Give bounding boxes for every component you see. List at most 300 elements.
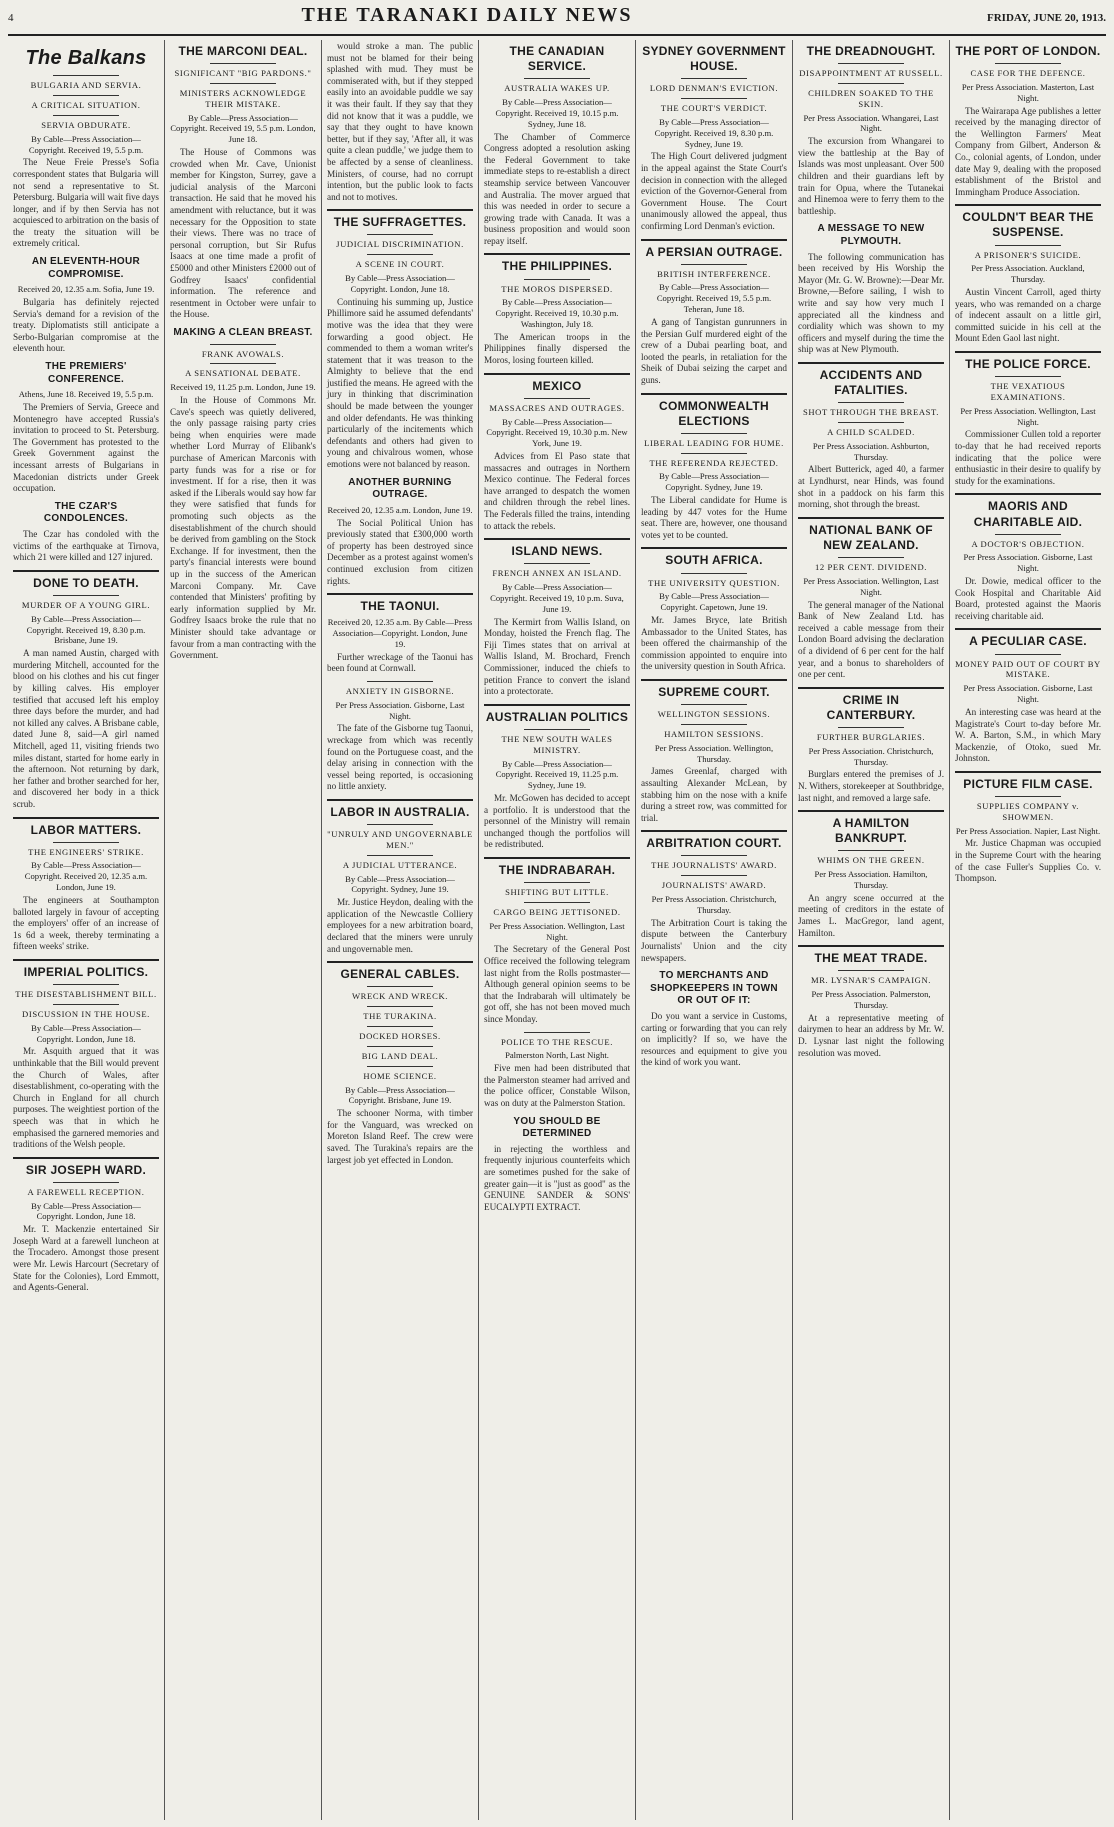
article-dateline: Per Press Association. Wellington, Last Night. [803, 575, 939, 597]
article-subheading: THE COURT'S VERDICT. [660, 103, 768, 114]
article [484, 1032, 630, 1110]
article-subheading: THE UNIVERSITY QUESTION. [648, 577, 780, 588]
column-divider [327, 961, 473, 963]
divider [367, 254, 433, 255]
article-subheading: CASE FOR THE DEFENCE. [970, 68, 1086, 79]
divider [210, 363, 276, 364]
article-body: The Wairarapa Age publishes a letter received by the managing director of the Wellington Farmers' Meat Company from Gilbert, Anderson & Co., colonial agents, of London, under date May 9, dealing with the proposed establishment of the Bristol and Immingham Produce Association. [955, 105, 1101, 197]
article-body: A gang of Tangistan gunrunners in the Persian Gulf murdered eight of the crew of a Dubai pearling boat, and looted the pearls, in retaliation for the Sheik of Dubai seizing the carpet and guns. [641, 316, 787, 385]
article-headline: LABOR IN AUSTRALIA. [330, 805, 470, 820]
article-headline: MAKING A CLEAN BREAST. [173, 326, 313, 338]
divider [367, 1046, 433, 1047]
article-subheading: ANXIETY IN GISBORNE. [345, 686, 455, 696]
article-subheading: LIBERAL LEADING FOR HUME. [644, 437, 784, 448]
article-subheading: THE MOROS DISPERSED. [501, 283, 613, 294]
article-headline: PICTURE FILM CASE. [963, 776, 1093, 791]
article-body: in rejecting the worthless and frequently injurious counterfeits which are sometimes pushed for the sake of greater gain—it is "just as good" as the GENUINE SANDER & SONS' EUCALYPTI EXTRACT. [484, 1143, 630, 1212]
column-divider [327, 799, 473, 801]
article-dateline: By Cable—Press Association—Copyright. Received 19, 5.5 p.m. Teheran, June 18. [656, 282, 772, 315]
article-body: The excursion from Whangarei to view the battleship at the Bay of Islands was most unpleasant. Over 500 children and their guardians left by train for Opua, where the Tutanekai and Hinemoa were to ferry them to the battleship. [798, 136, 944, 216]
article-subheading: MASSACRES AND OUTRAGES. [489, 402, 625, 413]
article [13, 361, 159, 495]
article-subheading: THE TURAKINA. [363, 1011, 437, 1022]
article-subheading: THE VEXATIOUS EXAMINATIONS. [990, 381, 1066, 402]
article-subheading: A FAREWELL RECEPTION. [27, 1186, 145, 1197]
article-body: Mr. Justice Heydon, dealing with the application of the Newcastle Colliery employees for a new arbitration board, declared that the miners were unruly and ungovernable men. [327, 897, 473, 954]
article-headline: DONE TO DEATH. [33, 575, 139, 590]
article-body: would stroke a man. The public must not be blamed for their being splashed with mud. They must be commiserated with, but if they stepped easily into an avoidable puddle we say it was their fault. If they say that they did not know that it was a puddle, we say that they ought to have known better, but if they say, 'After all, it was quite a clean puddle,' we judge them to be affected by a sense of cleanliness. Ministers, of course, had no corrupt intention, but the public look to facts and not to motives. [327, 41, 473, 202]
article-dateline: By Cable—Press Association—Copyright. Received 19, 10.15 p.m. Sydney, June 18. [495, 97, 619, 129]
column-divider [484, 253, 630, 255]
article [327, 477, 473, 588]
article-subheading: A PRISONER'S SUICIDE. [974, 249, 1082, 260]
article-body: Burglars entered the premises of J. N. Withers, storekeeper at Southbridge, last night, and removed a large safe. [798, 769, 944, 803]
article-headline: IMPERIAL POLITICS. [23, 964, 149, 979]
divider [681, 724, 747, 725]
article-headline: A PERSIAN OUTRAGE. [645, 244, 783, 259]
article [13, 1157, 159, 1294]
article-subheading: DOCKED HORSES. [359, 1031, 441, 1042]
article [641, 239, 787, 387]
article-headline: THE MARCONI DEAL. [178, 44, 308, 58]
column-divider [13, 959, 159, 961]
divider [367, 1066, 433, 1067]
article-headline: A PECULIAR CASE. [969, 634, 1087, 649]
divider [367, 234, 433, 235]
article-subheading: FRANK AVOWALS. [201, 348, 285, 359]
article-dateline: By Cable—Press Association—Copyright. Received 20, 12.35 a.m. London, June 19. [24, 860, 148, 893]
divider [524, 279, 590, 280]
article [484, 704, 630, 851]
article-dateline: Per Press Association. Christchurch, Thursday. [651, 894, 777, 915]
article-subheading: THE JOURNALISTS' AWARD. [651, 860, 777, 871]
article-subheading: SUPPLIES COMPANY v. SHOWMEN. [976, 800, 1080, 822]
article-subheading: FRENCH ANNEX AN ISLAND. [492, 568, 622, 579]
article [955, 493, 1101, 622]
article-dateline: Athens, June 18. Received 19, 5.5 p.m. [18, 389, 154, 400]
article [955, 204, 1101, 345]
column-divider [798, 517, 944, 519]
article-dateline: Received 20, 12.35 a.m. Sofia, June 19. [17, 284, 155, 295]
column-divider [955, 628, 1101, 630]
article-dateline: Per Press Association. Masterton, Last Night. [961, 81, 1095, 103]
article-headline: THE SUFFRAGETTES. [333, 215, 467, 230]
article [170, 327, 316, 662]
article-body: Mr. McGowen has decided to accept a portfolio. It is understood that the personnel of the Ministry will remain unchanged though the portfolios will be redistributed. [484, 793, 630, 850]
divider [367, 824, 433, 825]
column-divider [955, 493, 1101, 495]
article-subheading: DISAPPOINTMENT AT RUSSELL. [799, 68, 943, 79]
article-dateline: By Cable—Press Association—Copyright. Received 19, 10.30 p.m. New York, June 19. [486, 416, 628, 449]
article-body: Advices from El Paso state that massacres and outrages in Northern Mexico continue. The Federal forces have arranged to despatch the women and children through the rebel lines. The Federals filled the trains, intending to attack the rebels. [484, 451, 630, 531]
article-dateline: By Cable—Press Association—Copyright. Capetown, June 19. [659, 591, 769, 613]
article-dateline: Per Press Association. Hamilton, Thursday. [814, 869, 928, 891]
article-dateline: Palmerston North, Last Night. [505, 1050, 609, 1061]
divider [681, 78, 747, 79]
article [327, 961, 473, 1166]
divider [838, 422, 904, 423]
article-dateline: By Cable—Press Association—Copyright. Received 19, 8.30 p.m. Sydney, June 19. [654, 116, 774, 149]
divider [524, 398, 590, 399]
article-headline: THE TAONUI. [360, 599, 440, 614]
article-body: The Arbitration Court is taking the dispute between the Canterbury Journalists' Union and the city newspapers. [641, 917, 787, 963]
divider [838, 402, 904, 403]
column-divider [13, 570, 159, 572]
divider [367, 986, 433, 987]
article-headline: THE CZAR'S CONDOLENCES. [43, 500, 129, 525]
article-dateline: Per Press Association. Whangarei, Last Night. [803, 112, 939, 134]
article-body: An angry scene occurred at the meeting of creditors in the estate of James L. MacGregor, land agent, Hamilton. [798, 892, 944, 938]
article-headline: THE CANADIAN SERVICE. [509, 44, 605, 74]
article-headline: SOUTH AFRICA. [665, 553, 763, 568]
article-body: The schooner Norma, with timber for the Vanguard, was wrecked on Moreton Island Reef. The crew were saved. The Turakina's repairs are the largest job yet effected in London. [327, 1108, 473, 1165]
divider [524, 78, 590, 79]
article-subheading: A CRITICAL SITUATION. [31, 100, 141, 111]
divider [53, 595, 119, 596]
article [798, 810, 944, 939]
article-subheading: JOURNALISTS' AWARD. [661, 880, 767, 891]
article-subheading: WHIMS ON THE GREEN. [817, 855, 925, 866]
article-subheading: WRECK AND WRECK. [351, 991, 449, 1002]
article [484, 44, 630, 247]
divider [995, 245, 1061, 246]
article-dateline: Per Press Association. Wellington, Last Night. [960, 405, 1096, 427]
article-body: The Premiers of Servia, Greece and Montenegro have accepted Russia's invitation to proceed to St. Petersburg. The Government has protested to the Greek Government against the incessant arrests of Bulgarians in Macedonian districts under Greek occupation. [13, 402, 159, 494]
divider [995, 376, 1061, 377]
article-dateline: Per Press Association. Palmerston, Thursday. [811, 989, 931, 1011]
article-subheading: BIG LAND DEAL. [361, 1050, 439, 1061]
article-body: The Czar has condoled with the victims of the earthquake at Tirnova, which 21 were killed and 127 injured. [13, 529, 159, 563]
article-headline: A HAMILTON BANKRUPT. [832, 816, 910, 846]
divider [210, 344, 276, 345]
article-body: A man named Austin, charged with murdering Mitchell, accounted for the blood on his clothes and his cut finger by killing calves. His employer testified that accused left his employ three days before the murder, and had not killed any calves. A Brisbane cable, dated June 8, said—A girl named Mitchell, aged 11, visiting friends two miles distant, started for home early in the afternoon. Not returning by dark, her father and brother searched for her, and discovered her body in a thick scrub. [13, 648, 159, 809]
column-divider [955, 771, 1101, 773]
article-subheading: BULGARIA AND SERVIA. [30, 80, 142, 91]
divider [53, 842, 119, 843]
article-body: The Social Political Union has previously stated that £300,000 worth of property has been destroyed since December as a protest against women's continued exclusion from citizen rights. [327, 517, 473, 586]
divider [367, 1026, 433, 1027]
article [13, 570, 159, 811]
column-divider [484, 857, 630, 859]
article [327, 41, 473, 203]
column-divider [327, 209, 473, 211]
article-subheading: CARGO BEING JETTISONED. [493, 906, 621, 917]
article-dateline: By Cable—Press Association—Copyright. Sydney, June 19. [659, 471, 769, 493]
article-subheading: A SCENE IN COURT. [355, 259, 445, 270]
article-body: An interesting case was heard at the Magistrate's Court to-day before Mr. W. A. Barton, S.M., in which Mary Mackenzie, of Otoko, sued Mr. Johnston. [955, 706, 1101, 764]
divider [524, 1032, 590, 1033]
article-subheading: POLICE TO THE RESCUE. [501, 1036, 613, 1047]
article-subheading: MINISTERS ACKNOWLEDGE THEIR MISTAKE. [179, 87, 307, 109]
divider [681, 704, 747, 705]
article-dateline: Received 20, 12.35 a.m. London, June 19. [327, 504, 473, 515]
article-headline: The Balkans [25, 47, 147, 69]
article-subheading: SHOT THROUGH THE BREAST. [803, 407, 939, 418]
article-headline: MAORIS AND CHARITABLE AID. [973, 499, 1083, 529]
article-dateline: Per Press Association. Napier, Last Night. [955, 825, 1101, 836]
article-subheading: JUDICIAL DISCRIMINATION. [336, 239, 464, 250]
article-headline: ANOTHER BURNING OUTRAGE. [348, 476, 452, 501]
article-subheading: THE REFERENDA REJECTED. [649, 457, 779, 468]
divider [367, 681, 433, 682]
article-body: Do you want a service in Customs, carting or forwarding that you can rely on implicitly? If so, we have the resources and equipment to give you the kind of work you want. [641, 1010, 787, 1068]
article-subheading: BRITISH INTERFERENCE. [657, 268, 771, 279]
article [327, 799, 473, 955]
article-headline: MEXICO [532, 378, 582, 393]
divider [210, 63, 276, 64]
article-dateline: Received 19, 11.25 p.m. London, June 19. [170, 382, 316, 393]
article-body: Continuing his summing up, Justice Phillimore said he assumed defendants' motive was the idea that they were forwarding a good object. He commended to them a woman writer's statement that it was treason to the Almighty to believe that the end justified the means. He agreed with the jury in thinking that discrimination should be made between the younger and older defendants. He was thinking particularly of the incitements which defendants and others had given to young and chivalrous women, whose emotions were not balanced by reason. [327, 296, 473, 470]
masthead [8, 4, 1106, 36]
article [798, 223, 944, 356]
divider [838, 63, 904, 64]
article-body: The House of Commons was crowded when Mr. Cave, Unionist member for Kingston, Surrey, gave a judicial analysis of the Marconi transaction. He said that he moved his amendment with reluctance, but it was necessary for the Opposition to state their views. There was no trace of personal corruption, but Sir Rufus Isaacs at one time made a profit of £5000 and other Ministers £2000 out of Godfrey Isaacs' confidential information. The reference and resentment in October were unfair to the House. [170, 147, 316, 320]
article-headline: TO MERCHANTS AND SHOPKEEPERS IN TOWN OR OUT OF IT: [650, 970, 778, 1007]
article-dateline: By Cable—Press Association—Copyright. London, June 18. [31, 1200, 141, 1222]
column-divider [641, 239, 787, 241]
article-subheading: CHILDREN SOAKED TO THE SKIN. [808, 87, 934, 109]
article-subheading: MR. LYSNAR'S CAMPAIGN. [810, 975, 932, 986]
column-divider [641, 679, 787, 681]
article-headline: COMMONWEALTH ELECTIONS [658, 398, 770, 428]
article-body: The Liberal candidate for Hume is leading by 447 votes for the Hume seat. There are, however, one thousand votes yet to be counted. [641, 495, 787, 540]
divider [53, 95, 119, 96]
article-headline: SUPREME COURT. [658, 684, 770, 699]
article-subheading: A JUDICIAL UTTERANCE. [342, 859, 458, 870]
article [641, 970, 787, 1069]
divider [681, 453, 747, 454]
column-divider [641, 547, 787, 549]
column-divider [798, 810, 944, 812]
article [641, 830, 787, 964]
column-1 [8, 40, 165, 1820]
article-body: Mr. Asquith argued that it was unthinkable that the Bill would prevent the Church of Wales, after disestablishment, co-operating with the Church in England for all church purposes. The weightiest portion of the speech was that in which he emphasised the garnered memories and traditions of the Welsh people. [13, 1046, 159, 1150]
article-dateline: By Cable—Press Association—Copyright. Received 19, 10 p.m. Suva, June 19. [490, 582, 624, 614]
article-subheading: DISCUSSION IN THE HOUSE. [22, 1008, 150, 1019]
article [641, 547, 787, 673]
article-body: The general manager of the National Bank of New Zealand Ltd. has received a cable message from their London Board advising the declaration of a dividend of 6 per cent for the half year, and a bonus to shareholders of one per cent. [798, 599, 944, 680]
article-headline: THE PREMIERS' CONFERENCE. [45, 361, 127, 385]
divider [838, 557, 904, 558]
article [13, 959, 159, 1151]
article [484, 538, 630, 698]
article-dateline: By Cable—Press Association—Copyright. Received 19, 8.30 p.m. Brisbane, June 19. [26, 613, 146, 646]
column-divider [13, 1157, 159, 1159]
article-headline: ACCIDENTS AND FATALITIES. [819, 367, 923, 398]
article-body: Albert Butterick, aged 40, a farmer at Lyndhurst, near Hinds, was found shot in a paddock on his farm this morning, shot through the breast. [798, 464, 944, 510]
article-subheading: WELLINGTON SESSIONS. [657, 709, 771, 720]
divider [838, 970, 904, 971]
article-dateline: By Cable—Press Association—Copyright. London, June 18. [31, 1022, 141, 1044]
article-subheading: MURDER OF A YOUNG GIRL. [21, 599, 151, 610]
article [13, 817, 159, 953]
article-body: Bulgaria has definitely rejected Servia's demand for a revision of the treaty. Diplomatists still anticipate a Serbo-Bulgarian compromise at the eleventh hour. [13, 297, 159, 354]
divider [524, 902, 590, 903]
article-subheading: MONEY PAID OUT OF COURT BY MISTAKE. [955, 658, 1101, 680]
article-subheading: A DOCTOR'S OBJECTION. [971, 538, 1085, 549]
article-headline: A MESSAGE TO NEW PLYMOUTH. [817, 223, 925, 247]
article-headline: THE DREADNOUGHT. [806, 44, 936, 58]
article-subheading: HOME SCIENCE. [363, 1070, 437, 1081]
article [13, 46, 159, 250]
article-dateline: By Cable—Press Association—Copyright. Received 19, 10.30 p.m. Washington, July 18. [495, 297, 619, 330]
article-subheading: A CHILD SCALDED. [827, 426, 915, 437]
divider [53, 1182, 119, 1183]
article-body: Mr. Justice Chapman was occupied in the Supreme Court with the hearing of the case Fuller's Supplies Co. v. Thompson. [955, 838, 1101, 884]
article-dateline: Per Press Association. Christchurch, Thursday. [808, 745, 934, 767]
article-headline: CRIME IN CANTERBURY. [826, 692, 916, 722]
article-dateline: Per Press Association. Auckland, Thursday. [971, 263, 1085, 285]
divider [681, 573, 747, 574]
column-divider [955, 351, 1101, 353]
divider [995, 63, 1061, 64]
divider [838, 83, 904, 84]
article-headline: AUSTRALIAN POLITICS [485, 709, 629, 724]
divider [681, 433, 747, 434]
column-2 [165, 40, 322, 1820]
column-divider [955, 204, 1101, 206]
article [327, 681, 473, 793]
article-subheading: SHIFTING BUT LITTLE. [505, 887, 609, 898]
article-body: The American troops in the Philippines finally dispersed the Moros, losing fourteen killed. [484, 331, 630, 366]
divider [995, 796, 1061, 797]
article-body: Further wreckage of the Taonui has been found at Cornwall. [327, 651, 473, 674]
article-dateline: By Cable—Press Association—Copyright. Received 19, 11.25 p.m. Sydney, June 19. [495, 758, 619, 791]
article-body: Five men had been distributed that the Palmerston steamer had arrived and the police officer, Constable Wilson, was on duty at the Palmerston Station. [484, 1063, 630, 1109]
newspaper-title: THE TARANAKI DAILY NEWS [301, 4, 633, 26]
article-body: The Neue Freie Presse's Sofia correspondent states that Bulgaria will not send a representative to St. Petersburg. Bulgaria will wait five days longer, and if by then Servia has not acquiesced to arbitration on the basis of the treaty the situation will be extremely critical. [13, 157, 159, 249]
issue-date: FRIDAY, JUNE 20, 1913. [987, 12, 1106, 24]
article-body: Commissioner Cullen told a reporter to-day that he had received reports indicating that the police were enthusiastic in their desire to qualify by study for the examinations. [955, 429, 1101, 486]
article-dateline: By Cable—Press Association—Copyright. Received 19, 5.5 p.m. [28, 133, 144, 155]
divider [995, 654, 1061, 655]
page-number: 4 [8, 12, 14, 24]
article-subheading: A SENSATIONAL DEBATE. [185, 368, 301, 379]
column-divider [798, 687, 944, 689]
article-body: The fate of the Gisborne tug Taonui, wreckage from which was recently found on the Portuguese coast, and the delay arising in connection with the vessel being reported, is occasioning no little anxiety. [327, 723, 473, 792]
article-subheading: THE ENGINEERS' STRIKE. [28, 846, 144, 857]
column-divider [13, 817, 159, 819]
article-body: Mr. James Bryce, late British Ambassador to the United States, has been offered the chairmanship of the commission appointed to enquire into the university question in South Africa. [641, 615, 787, 672]
column-6 [793, 40, 950, 1820]
columns [8, 40, 1106, 1820]
article-headline: THE PHILIPPINES. [501, 259, 613, 274]
article-body: The following communication has been received by His Worship the Mayor (Mr. G. W. Browne):—Dear Mr. Browne,—Before sailing, I wish to write and say how very much I appreciated all the kindness and cordiality which was shown to my officers and myself during the time the ship was at New Plymouth. [798, 251, 944, 355]
article-dateline: Per Press Association. Ashburton, Thursday. [812, 440, 930, 462]
article-dateline: Per Press Association. Wellington, Thursday. [654, 742, 774, 764]
article-body: Mr. T. Mackenzie entertained Sir Joseph Ward at a farewell luncheon at the Trocadero. Amongst those present were Mr. Lewis Harcourt (Secretary of State for the Colonies), Lord Emmott, and Agents-General. [13, 1224, 159, 1293]
article-headline: GENERAL CABLES. [340, 967, 460, 982]
divider [53, 1004, 119, 1005]
article-dateline: By Cable—Press Association—Copyright. London, June 18. [345, 273, 455, 294]
article [955, 628, 1101, 764]
article-body: At a representative meeting of dairymen to hear an address by Mr. W. D. Lysnar last night the following resolution was moved. [798, 1012, 944, 1058]
column-7 [950, 40, 1106, 1820]
article-subheading: THE DISESTABLISHMENT BILL. [15, 989, 157, 1000]
article-body: The Secretary of the General Post Office received the following telegram last night from the Rolls postmaster—Although general opinion seems to be that the Indrabarah will ultimately be got off, she has not been moved much since Monday. [484, 944, 630, 1025]
divider [524, 729, 590, 730]
divider [524, 882, 590, 883]
article-headline: COULDN'T BEAR THE SUSPENSE. [962, 210, 1094, 240]
article-dateline: By Cable—Press Association—Copyright. Brisbane, June 19. [345, 1084, 455, 1106]
article [327, 209, 473, 470]
article [13, 256, 159, 355]
column-divider [484, 538, 630, 540]
article [170, 44, 316, 321]
article [484, 857, 630, 1026]
article [641, 393, 787, 542]
column-5 [636, 40, 793, 1820]
article-headline: THE PORT OF LONDON. [955, 44, 1101, 58]
column-divider [641, 393, 787, 395]
divider [681, 855, 747, 856]
column-3 [322, 40, 479, 1820]
article-subheading: "UNRULY AND UNGOVERNABLE MEN." [327, 829, 473, 850]
article-dateline: Per Press Association. Gisborne, Last Night. [335, 699, 465, 721]
column-divider [484, 373, 630, 375]
article-headline: NATIONAL BANK OF NEW ZEALAND. [809, 522, 933, 552]
article [327, 593, 473, 675]
article-headline: SYDNEY GOVERNMENT HOUSE. [642, 44, 786, 74]
article-body: The engineers at Southampton balloted largely in favour of accepting the employers' offer of an increase of 1s 6d a week, thereby terminating a fifteen weeks' strike. [13, 894, 159, 952]
article-subheading: AUSTRALIA WAKES UP. [504, 83, 610, 94]
article-body: James Greenlaf, charged with assaulting Alexander McLean, by stabbing him on the nose with a knife during a street row, was committed for trial. [641, 766, 787, 823]
article [484, 1116, 630, 1214]
article-dateline: Per Press Association. Gisborne, Last Night. [963, 552, 1093, 574]
article [13, 501, 159, 564]
divider [367, 855, 433, 856]
divider [524, 563, 590, 564]
article [798, 362, 944, 511]
column-4 [479, 40, 636, 1820]
column-divider [798, 362, 944, 364]
column-divider [327, 593, 473, 595]
divider [367, 1006, 433, 1007]
article [798, 945, 944, 1059]
article-headline: YOU SHOULD BE DETERMINED [513, 1115, 601, 1140]
article-subheading: SERVIA OBDURATE. [41, 119, 131, 130]
article-headline: SIR JOSEPH WARD. [25, 1162, 147, 1177]
divider [995, 534, 1061, 535]
divider [681, 875, 747, 876]
article-headline: LABOR MATTERS. [30, 822, 142, 837]
article-headline: THE INDRABARAH. [498, 863, 616, 878]
article-headline: AN ELEVENTH-HOUR COMPROMISE. [31, 256, 141, 280]
article-subheading: LORD DENMAN'S EVICTION. [649, 83, 779, 94]
article [641, 44, 787, 233]
article-subheading: SIGNIFICANT "BIG PARDONS." [174, 68, 312, 79]
divider [210, 83, 276, 84]
article-subheading: THE NEW SOUTH WALES MINISTRY. [501, 733, 613, 755]
article-body: The High Court delivered judgment in the appeal against the State Court's decision in connection with the alleged eviction of the Governor-General from Government House. The Court unanimously allowed the appeal, thus confirming Lord Denman's eviction. [641, 151, 787, 231]
article-body: In the House of Commons Mr. Cave's speech was quietly delivered, the only passage raising party cries being when enquiries were made whether Lord Murray of Elibank's purchase of American Marconis with party funds was for a rise or for investment. If for a rise, then it was asked if the Liberals would say how far they were satisfied that funds for promoting such objects as the disestablishment of the church should be derived from gambling on the Stock Exchange. If for investment, then the party's financial interests were bound up in the success of the American Marconi Company. Mr. Cave contended that Ministers' profiting by early information supplied by Mr. Godfrey Isaacs broke the rule that no Minister should take advantage or favour from a man contracting with the Government. [170, 395, 316, 661]
article [798, 44, 944, 217]
article-subheading: 12 PER CENT. DIVIDEND. [814, 562, 928, 573]
article-dateline: Received 20, 12.35 a.m. By Cable—Press Association—Copyright. London, June 19. [327, 617, 473, 649]
divider [53, 75, 119, 76]
article-dateline: Per Press Association. Gisborne, Last Night. [963, 683, 1093, 705]
divider [681, 98, 747, 99]
article-headline: THE POLICE FORCE. [965, 357, 1091, 372]
article [955, 44, 1101, 198]
article [798, 687, 944, 804]
article-headline: THE MEAT TRADE. [814, 951, 928, 966]
divider [681, 264, 747, 265]
article [955, 771, 1101, 885]
article [484, 253, 630, 366]
divider [838, 850, 904, 851]
column-divider [484, 704, 630, 706]
